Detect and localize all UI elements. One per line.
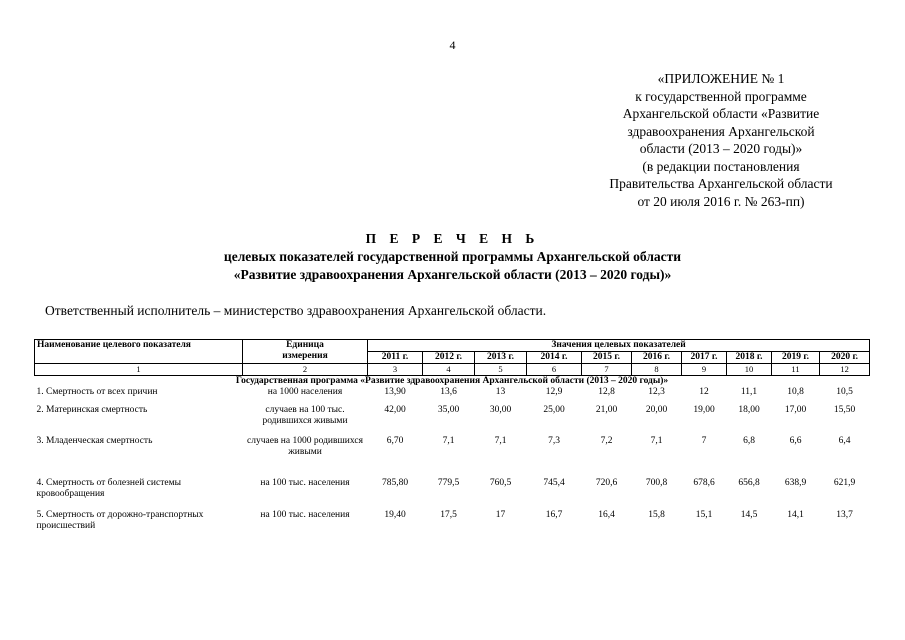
appendix-line: «ПРИЛОЖЕНИЕ № 1 — [657, 71, 785, 86]
indicator-value: 13,6 — [440, 387, 457, 397]
year-header: 2020 г. — [820, 352, 870, 364]
indicator-value: 25,00 — [543, 405, 565, 415]
year-header: 2011 г. — [368, 352, 423, 364]
header-target-values: Значения целевых показателей — [368, 340, 870, 352]
title-heading: П Е Р Е Ч Е Н Ь — [365, 231, 540, 246]
indicator-value: 15,8 — [648, 510, 665, 520]
indicator-value: 42,00 — [384, 405, 406, 415]
column-number: 11 — [772, 364, 820, 376]
indicator-value: 14,1 — [787, 510, 804, 520]
indicator-value: 21,00 — [595, 405, 618, 415]
year-header: 2019 г. — [772, 352, 820, 364]
indicator-value: 621,9 — [833, 478, 856, 488]
appendix-line: Правительства Архангельской области — [609, 176, 833, 191]
column-number: 10 — [727, 364, 772, 376]
appendix-line: Архангельской области «Развитие — [622, 106, 820, 121]
indicator-unit: случаев на 1000 родившихся живыми — [247, 436, 363, 457]
indicator-value: 7,3 — [548, 436, 560, 446]
indicator-unit: случаев на 100 тыс. родившихся живыми — [262, 405, 348, 426]
indicator-value: 12 — [699, 387, 709, 397]
indicator-value: 14,5 — [740, 510, 758, 520]
indicator-name: 3. Младенческая смертность — [36, 436, 153, 446]
indicator-value: 11,1 — [740, 387, 758, 397]
indicator-value: 7,1 — [494, 436, 507, 446]
column-number: 8 — [632, 364, 682, 376]
indicator-value: 10,8 — [787, 387, 804, 397]
year-header: 2017 г. — [682, 352, 727, 364]
column-number: 12 — [820, 364, 870, 376]
indicator-value: 760,5 — [489, 478, 512, 488]
indicator-value: 16,7 — [545, 510, 563, 520]
indicator-value: 6,6 — [789, 436, 802, 446]
indicator-value: 7,1 — [650, 436, 663, 446]
appendix-line: здравоохранения Архангельской — [627, 123, 815, 139]
indicator-value: 779,5 — [437, 478, 460, 488]
header-indicator-name: Наименование целевого показателя — [35, 340, 243, 364]
indicator-unit: на 1000 населения — [267, 387, 343, 397]
header-unit-line: измерения — [282, 351, 328, 361]
table-row — [35, 387, 870, 405]
indicator-value: 7,1 — [442, 436, 455, 446]
table-row — [35, 478, 870, 510]
title-line: целевых показателей государственной программы Архангельской области — [223, 249, 682, 264]
indicator-value: 745,4 — [543, 478, 565, 488]
indicator-value: 7 — [701, 436, 707, 446]
indicator-value: 15,1 — [695, 510, 713, 520]
header-unit — [243, 340, 368, 364]
indicator-value: 12,3 — [648, 387, 665, 397]
indicator-value: 10,5 — [836, 387, 853, 397]
indicator-value: 6,8 — [743, 436, 755, 446]
indicator-value: 6,4 — [838, 436, 851, 446]
column-number: 7 — [582, 364, 632, 376]
indicator-value: 13,90 — [384, 387, 406, 397]
indicator-value: 656,8 — [738, 478, 760, 488]
appendix-line: к государственной программе — [635, 88, 807, 104]
indicator-value: 13,7 — [836, 510, 853, 520]
appendix-line: от 20 июля 2016 г. № 263-пп) — [637, 193, 805, 209]
column-number: 3 — [368, 364, 423, 376]
indicator-value: 35,00 — [437, 405, 460, 415]
appendix-line: (в редакции постановления — [642, 158, 800, 174]
indicator-value: 20,00 — [645, 405, 668, 415]
indicator-value: 720,6 — [595, 478, 618, 488]
indicator-unit: на 100 тыс. населения — [260, 510, 350, 520]
header-unit-line: Единица — [286, 340, 324, 350]
page-number: 4 — [449, 38, 456, 52]
appendix-line: области (2013 – 2020 годы)» — [639, 141, 803, 156]
indicator-value: 13 — [495, 387, 506, 397]
indicator-value: 15,50 — [833, 405, 856, 415]
column-number: 2 — [243, 364, 368, 376]
year-header: 2014 г. — [527, 352, 582, 364]
indicator-unit: на 100 тыс. населения — [260, 478, 350, 488]
appendix-block — [596, 70, 846, 210]
indicator-value: 700,8 — [645, 478, 668, 488]
column-number: 9 — [682, 364, 727, 376]
indicator-value: 678,6 — [693, 478, 715, 488]
indicator-value: 12,9 — [545, 387, 563, 397]
indicator-value: 785,80 — [381, 478, 409, 488]
indicator-name: 1. Смертность от всех причин — [36, 387, 158, 397]
table-row — [35, 510, 870, 538]
responsible-executor: Ответственный исполнитель – министерство здравоохранения Архангельской области. — [45, 303, 547, 318]
title-line: «Развитие здравоохранения Архангельской области (2013 – 2020 годы)» — [233, 267, 672, 282]
program-title-row: Государственная программа «Развитие здравоохранения Архангельской области (2013 – 2020 годы)» — [235, 376, 669, 386]
year-header: 2015 г. — [582, 352, 632, 364]
indicator-value: 638,9 — [784, 478, 807, 488]
indicator-value: 16,4 — [598, 510, 615, 520]
indicator-name: 4. Смертность от болезней системы кровообращения — [36, 478, 181, 499]
column-number: 5 — [475, 364, 527, 376]
document-title — [0, 230, 905, 284]
indicator-value: 7,2 — [600, 436, 613, 446]
indicator-name: 5. Смертность от дорожно-транспортных происшествий — [36, 510, 204, 531]
indicator-value: 19,00 — [693, 405, 715, 415]
table-row — [35, 436, 870, 478]
indicator-value: 12,8 — [598, 387, 615, 397]
indicator-value: 30,00 — [489, 405, 512, 415]
indicator-name: 2. Материнская смертность — [36, 405, 148, 415]
indicator-value: 19,40 — [384, 510, 406, 520]
indicator-value: 17 — [495, 510, 506, 520]
year-header: 2012 г. — [423, 352, 475, 364]
column-number: 1 — [35, 364, 243, 376]
indicator-value: 6,70 — [386, 436, 404, 446]
indicators-table — [34, 339, 870, 538]
indicator-value: 18,00 — [738, 405, 760, 415]
indicator-value: 17,00 — [784, 405, 807, 415]
year-header: 2018 г. — [727, 352, 772, 364]
year-header: 2013 г. — [475, 352, 527, 364]
year-header: 2016 г. — [632, 352, 682, 364]
indicator-value: 17,5 — [440, 510, 457, 520]
table-row — [35, 405, 870, 436]
column-number: 4 — [423, 364, 475, 376]
column-number: 6 — [527, 364, 582, 376]
